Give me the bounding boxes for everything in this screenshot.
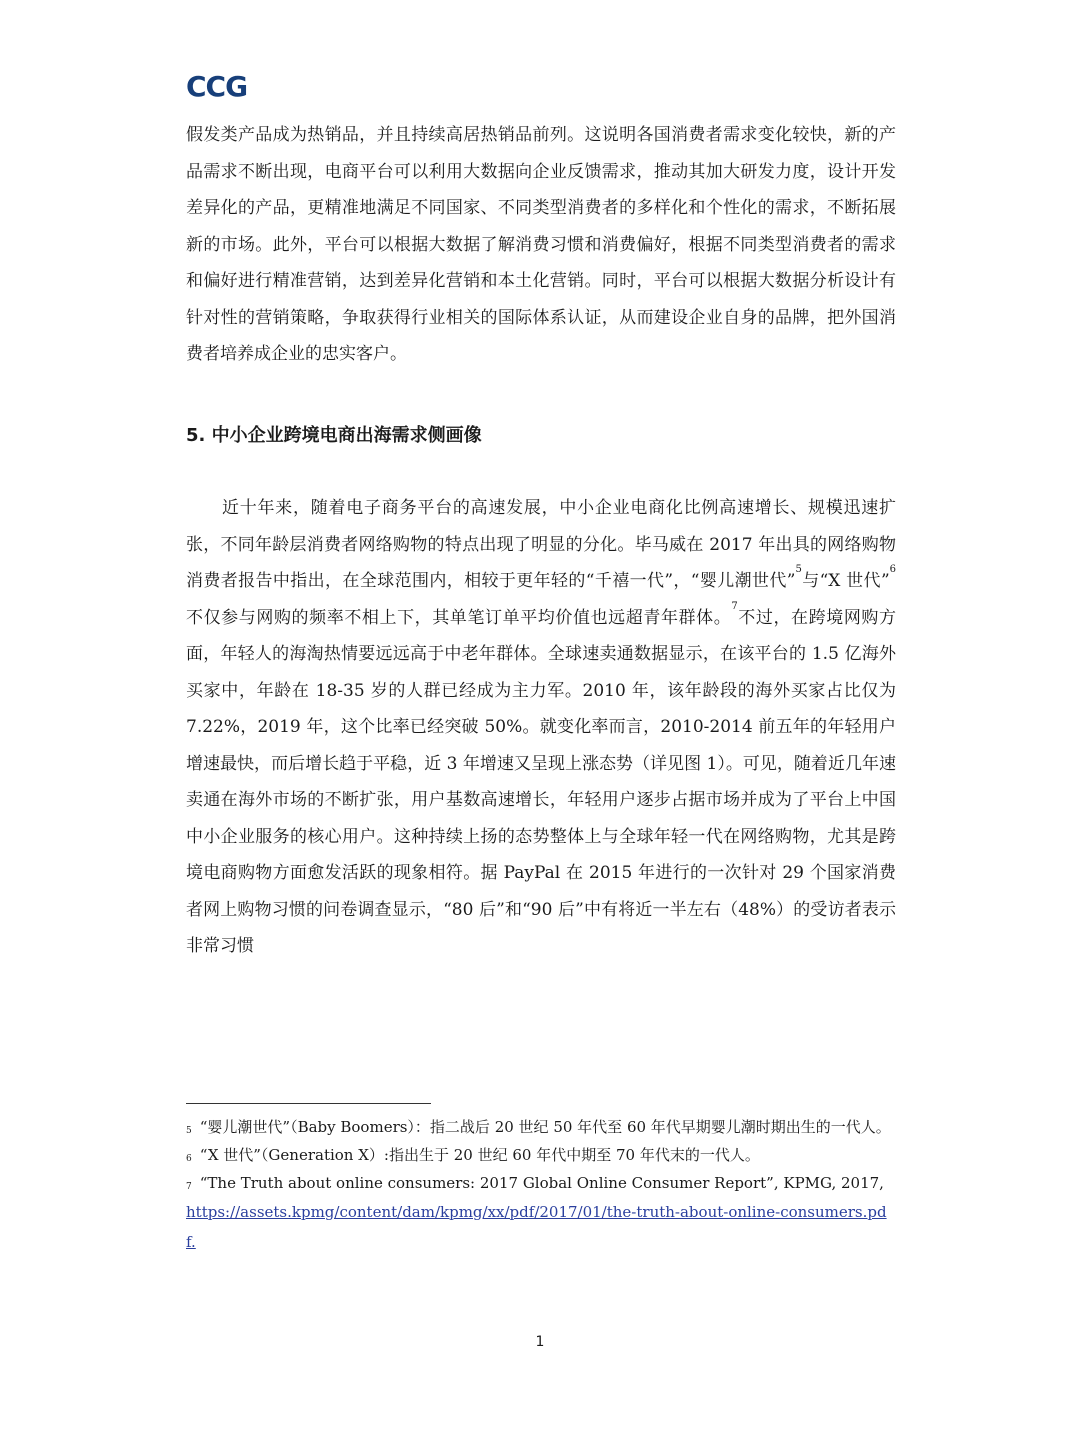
paragraph-1: 假发类产品成为热销品，并且持续高居热销品前列。这说明各国消费者需求变化较快，新的产品需求不断出现，电商平台可以利用大数据向企业反馈需求，推动其加大研发力度，设计开发差异化的产品，更精准地满足不同国家、不同类型消费者的多样化和个性化的需求，不断拓展新的市场。此外，平台可以根据大数据了解消费习惯和消费偏好，根据不同类型消费者的需求和偏好进行精准营销，达到差异化营销和本土化营销。同时，平台可以根据大数据分析设计有针对性的营销策略，争取获得行业相关的国际体系认证，从而建设企业自身的品牌，把外国消费者培养成企业的忠实客户。	[186, 125, 896, 364]
footnote-text: “婴儿潮世代”（Baby Boomers）：指二战后 20 世纪 50 年代至 60 年代早期婴儿潮时期出生的一代人。	[199, 1118, 891, 1136]
footnote-number: 5	[186, 1126, 192, 1136]
footnote-7	[186, 1169, 896, 1257]
footnote-ref-6[interactable]: 6	[889, 564, 897, 575]
footnote-link[interactable]: https://assets.kpmg/content/dam/kpmg/xx/pdf/2017/01/the-truth-about-online-consumers.pdf.	[186, 1203, 887, 1251]
footnote-5	[186, 1113, 896, 1141]
paragraph-2-part-c: 不仅参与网购的频率不相上下，其单笔订单平均价值也远超青年群体。	[186, 607, 732, 628]
paragraph-2-part-b: 与“X 世代”	[801, 571, 890, 591]
paragraph-2	[186, 490, 896, 965]
page-number: 1	[535, 1334, 545, 1350]
footnote-ref-5[interactable]: 5	[795, 564, 802, 575]
footnote-ref-7[interactable]: 7	[731, 600, 738, 612]
paragraph-2-part-a: 近十年来，随着电子商务平台的高速发展，中小企业电商化比例高速增长、规模迅速扩张，不同年龄层消费者网络购物的特点出现了明显的分化。毕马威在 2017 年出具的网络购物消费者报告中指出，在全球范围内，相较于更年轻的“千禧一代”，“婴儿潮世代”	[186, 498, 896, 591]
footnote-number: 7	[186, 1182, 192, 1192]
footnote-6	[186, 1141, 896, 1169]
footnotes	[186, 1113, 896, 1257]
footnote-number: 6	[186, 1154, 192, 1164]
ccg-logo	[186, 72, 247, 102]
section-heading: 5. 中小企业跨境电商出海需求侧画像	[186, 425, 482, 446]
logo-text: CCG	[186, 70, 248, 103]
footnote-text: “The Truth about online consumers: 2017 Global Online Consumer Report”, KPMG, 2017,	[199, 1174, 884, 1192]
paragraph-2-part-d: 不过，在跨境网购方面，年轻人的海淘热情要远远高于中老年群体。全球速卖通数据显示，在该平台的 1.5 亿海外买家中，年龄在 18-35 岁的人群已经成为主力军。2010 年，该年龄段的海外买家占比仅为 7.22%，2019 年，这个比率已经突破 50%。就变化率而言，2010-2014 前五年的年轻用户增速最快，而后增长趋于平稳，近 3 年增速又呈现上涨态势（详见图 1）。可见，随着近几年速卖通在海外市场的不断扩张，用户基数高速增长，年轻用户逐步占据市场并成为了平台上中国中小企业服务的核心用户。这种持续上扬的态势整体上与全球年轻一代在网络购物，尤其是跨境电商购物方面愈发活跃的现象相符。据 PayPal 在 2015 年进行的一次针对 29 个国家消费者网上购物习惯的问卷调查显示，“80 后”和“90 后”中有将近一半左右（48%）的受访者表示非常习惯	[186, 607, 897, 956]
footnote-text: “X 世代”（Generation X）:指出生于 20 世纪 60 年代中期至 70 年代末的一代人。	[199, 1146, 760, 1164]
footnote-separator	[186, 1103, 431, 1104]
